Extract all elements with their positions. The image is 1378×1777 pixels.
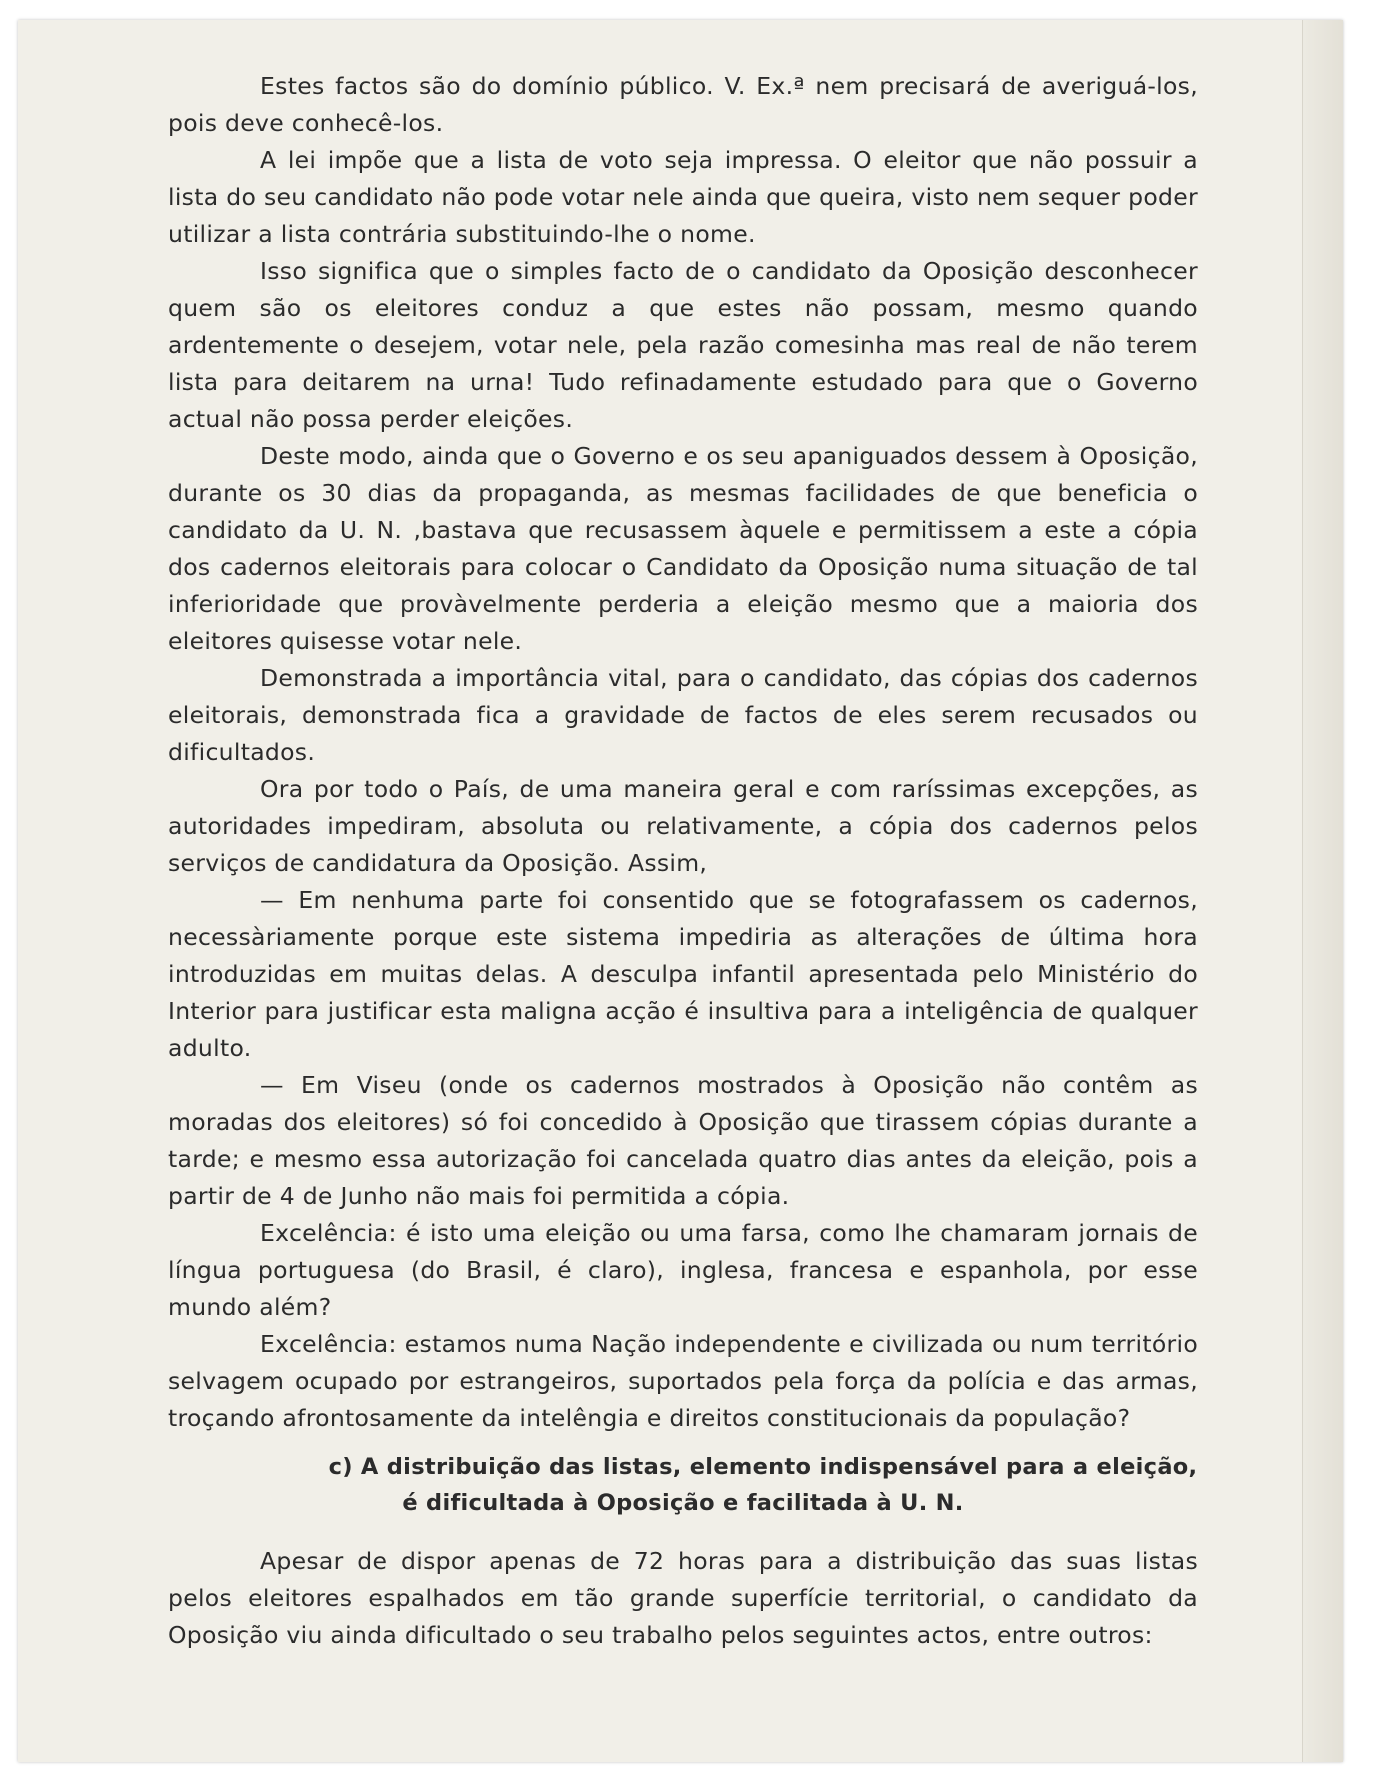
paragraph-2: A lei impõe que a lista de voto seja impressa. O eleitor que não possuir a lista do seu candidato não pode votar nele ainda que queira, visto nem sequer poder utilizar a lista contrária substituindo-lhe o nome.	[168, 146, 1198, 248]
section-heading-line-2: é dificultada à Oposição e facilitada à U. N.	[402, 1490, 964, 1516]
paragraph-10: Excelência: estamos numa Nação independente e civilizada ou num território selvagem ocupado por estrangeiros, suportados pela força da polícia e das armas, troçando afrontosamente da intelêngia e direitos constitucionais da população?	[168, 1330, 1198, 1432]
paragraph-4: Deste modo, ainda que o Governo e os seu apaniguados dessem à Oposição, durante os 30 dias da propaganda, as mesmas facilidades de que beneficia o candidato da U. N. ,bastava que recusassem àquele e permitissem a este a cópia dos cadernos eleitorais para colocar o Candidato da Oposição numa situação de tal inferioridade que provàvelmente perderia a eleição mesmo que a maioria dos eleitores quisesse votar nele.	[168, 442, 1198, 655]
paragraph-9: Excelência: é isto uma eleição ou uma farsa, como lhe chamaram jornais de língua portuguesa (do Brasil, é claro), inglesa, francesa e espanhola, por esse mundo além?	[168, 1219, 1198, 1321]
paragraph-final: Apesar de dispor apenas de 72 horas para a distribuição das suas listas pelos eleitores espalhados em tão grande superfície territorial, o candidato da Oposição viu ainda dificultado o seu trabalho pelos seguintes actos, entre outros:	[168, 1547, 1198, 1649]
paragraph-6: Ora por todo o País, de uma maneira geral e com raríssimas excepções, as autoridades impediram, absoluta ou relativamente, a cópia dos cadernos pelos serviços de candidatura da Oposição. Assim,	[168, 775, 1198, 877]
section-heading-line-1: c) A distribuição das listas, elemento indispensável para a eleição,	[328, 1454, 1198, 1480]
paragraph-3: Isso significa que o simples facto de o candidato da Oposição desconhecer quem são os eleitores conduz a que estes não possam, mesmo quando ardentemente o desejem, votar nele, pela razão comesinha mas real de não terem lista para deitarem na urna! Tudo refinadamente estudado para que o Governo actual não possa perder eleições.	[168, 257, 1198, 433]
paragraph-1: Estes factos são do domínio público. V. Ex.ª nem precisará de averiguá-los, pois deve conhecê-los.	[168, 72, 1198, 137]
page-edge	[1302, 20, 1343, 1762]
paragraph-5: Demonstrada a importância vital, para o candidato, das cópias dos cadernos eleitorais, demonstrada fica a gravidade de factos de eles serem recusados ou dificultados.	[168, 664, 1198, 766]
section-heading	[168, 1449, 1198, 1521]
paragraph-7: — Em nenhuma parte foi consentido que se fotografassem os cadernos, necessàriamente porque este sistema impediria as alterações de última hora introduzidas em muitas delas. A desculpa infantil apresentada pelo Ministério do Interior para justificar esta maligna acção é insultiva para a inteligência de qualquer adulto.	[168, 886, 1198, 1062]
body-text	[168, 68, 1198, 1654]
paragraph-8: — Em Viseu (onde os cadernos mostrados à Oposição não contêm as moradas dos eleitores) só foi concedido à Oposição que tirassem cópias durante a tarde; e mesmo essa autorização foi cancelada quatro dias antes da eleição, pois a partir de 4 de Junho não mais foi permitida a cópia.	[168, 1071, 1198, 1210]
document-page	[18, 20, 1343, 1762]
